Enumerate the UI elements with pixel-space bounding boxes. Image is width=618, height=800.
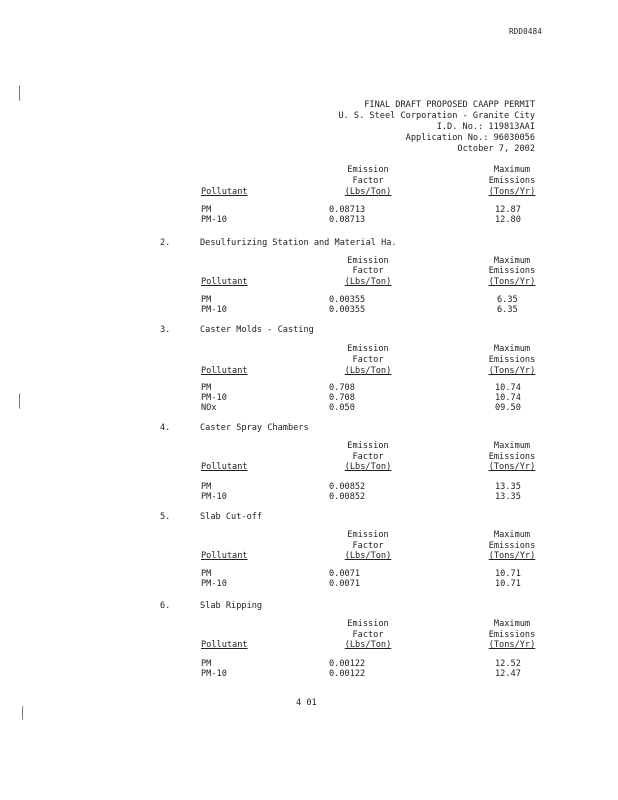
section-title: Caster Spray Chambers bbox=[200, 423, 309, 433]
me-header-2: Emissions bbox=[488, 541, 536, 551]
page-number: 4 01 bbox=[296, 698, 317, 708]
header-line-5: October 7, 2002 bbox=[457, 144, 535, 154]
ef-header-1: Emission bbox=[347, 256, 389, 266]
emissions-cell: 12.87 bbox=[495, 205, 521, 215]
ef-header-3: (Lbs/Ton) bbox=[344, 462, 392, 472]
me-header-3: (Tons/Yr) bbox=[488, 187, 536, 197]
factor-cell: 0.708 bbox=[329, 383, 355, 393]
ef-header-2: Factor bbox=[352, 355, 384, 365]
me-header-3: (Tons/Yr) bbox=[488, 366, 536, 376]
pollutant-cell: PM bbox=[201, 295, 212, 305]
section-title: Slab Cut-off bbox=[200, 512, 263, 522]
ef-header-2: Factor bbox=[352, 266, 384, 276]
me-header-1: Maximum bbox=[493, 165, 531, 175]
section-number: 4. bbox=[160, 423, 171, 433]
ef-header-2: Factor bbox=[352, 541, 384, 551]
me-header-2: Emissions bbox=[488, 355, 536, 365]
ef-header-3: (Lbs/Ton) bbox=[344, 277, 392, 287]
ef-header-1: Emission bbox=[347, 619, 389, 629]
me-header-2: Emissions bbox=[488, 176, 536, 186]
header-line-4: Application No.: 96030056 bbox=[405, 133, 535, 143]
pollutant-header: Pollutant bbox=[201, 462, 248, 472]
factor-cell: 0.00122 bbox=[329, 669, 366, 679]
section-number: 6. bbox=[160, 601, 171, 611]
section-number: 5. bbox=[160, 512, 171, 522]
ef-header-3: (Lbs/Ton) bbox=[344, 551, 392, 561]
pollutant-cell: NOx bbox=[201, 403, 217, 413]
emissions-cell: 6.35 bbox=[497, 295, 518, 305]
emissions-cell: 10.71 bbox=[495, 579, 521, 589]
pollutant-header: Pollutant bbox=[201, 277, 248, 287]
emissions-cell: 12.47 bbox=[495, 669, 521, 679]
section-title: Slab Ripping bbox=[200, 601, 263, 611]
me-header-2: Emissions bbox=[488, 630, 536, 640]
pollutant-header: Pollutant bbox=[201, 366, 248, 376]
factor-cell: 0.00355 bbox=[329, 305, 366, 315]
binder-mark bbox=[22, 706, 26, 720]
factor-cell: 0.708 bbox=[329, 393, 355, 403]
me-header-3: (Tons/Yr) bbox=[488, 277, 536, 287]
me-header-2: Emissions bbox=[488, 266, 536, 276]
me-header-3: (Tons/Yr) bbox=[488, 462, 536, 472]
pollutant-cell: PM-10 bbox=[201, 669, 227, 679]
pollutant-cell: PM-10 bbox=[201, 579, 227, 589]
header-line-1: FINAL DRAFT PROPOSED CAAPP PERMIT bbox=[364, 100, 535, 110]
me-header-1: Maximum bbox=[493, 530, 531, 540]
ef-header-1: Emission bbox=[347, 441, 389, 451]
header-line-3: I.D. No.: 119813AAI bbox=[436, 122, 535, 132]
section-title: Desulfurizing Station and Material Ha. bbox=[200, 238, 397, 248]
emissions-cell: 10.74 bbox=[495, 383, 521, 393]
emissions-cell: 12.52 bbox=[495, 659, 521, 669]
pollutant-cell: PM-10 bbox=[201, 393, 227, 403]
binder-mark bbox=[19, 393, 23, 409]
pollutant-cell: PM bbox=[201, 205, 212, 215]
document-stamp: RDD0484 bbox=[509, 27, 543, 36]
emissions-cell: 09.50 bbox=[495, 403, 521, 413]
ef-header-3: (Lbs/Ton) bbox=[344, 640, 392, 650]
emissions-cell: 10.74 bbox=[495, 393, 521, 403]
emissions-cell: 13.35 bbox=[495, 482, 521, 492]
factor-cell: 0.0071 bbox=[329, 579, 361, 589]
pollutant-cell: PM bbox=[201, 482, 212, 492]
me-header-3: (Tons/Yr) bbox=[488, 640, 536, 650]
me-header-1: Maximum bbox=[493, 441, 531, 451]
factor-cell: 0.00355 bbox=[329, 295, 366, 305]
factor-cell: 0.050 bbox=[329, 403, 355, 413]
me-header-1: Maximum bbox=[493, 619, 531, 629]
pollutant-header: Pollutant bbox=[201, 187, 248, 197]
factor-cell: 0.00852 bbox=[329, 492, 366, 502]
me-header-1: Maximum bbox=[493, 256, 531, 266]
ef-header-3: (Lbs/Ton) bbox=[344, 187, 392, 197]
pollutant-cell: PM bbox=[201, 569, 212, 579]
section-title: Caster Molds - Casting bbox=[200, 325, 314, 335]
pollutant-header: Pollutant bbox=[201, 551, 248, 561]
factor-cell: 0.0071 bbox=[329, 569, 361, 579]
pollutant-cell: PM-10 bbox=[201, 215, 227, 225]
ef-header-3: (Lbs/Ton) bbox=[344, 366, 392, 376]
header-line-2: U. S. Steel Corporation - Granite City bbox=[338, 111, 535, 121]
section-number: 2. bbox=[160, 238, 171, 248]
me-header-1: Maximum bbox=[493, 344, 531, 354]
emissions-cell: 12.80 bbox=[495, 215, 521, 225]
me-header-2: Emissions bbox=[488, 452, 536, 462]
pollutant-cell: PM-10 bbox=[201, 492, 227, 502]
pollutant-header: Pollutant bbox=[201, 640, 248, 650]
pollutant-cell: PM bbox=[201, 659, 212, 669]
pollutant-cell: PM-10 bbox=[201, 305, 227, 315]
ef-header-2: Factor bbox=[352, 176, 384, 186]
factor-cell: 0.00122 bbox=[329, 659, 366, 669]
emissions-cell: 13.35 bbox=[495, 492, 521, 502]
ef-header-1: Emission bbox=[347, 165, 389, 175]
factor-cell: 0.08713 bbox=[329, 205, 366, 215]
binder-mark bbox=[19, 85, 23, 101]
factor-cell: 0.08713 bbox=[329, 215, 366, 225]
ef-header-1: Emission bbox=[347, 530, 389, 540]
me-header-3: (Tons/Yr) bbox=[488, 551, 536, 561]
ef-header-2: Factor bbox=[352, 452, 384, 462]
pollutant-cell: PM bbox=[201, 383, 212, 393]
emissions-cell: 10.71 bbox=[495, 569, 521, 579]
ef-header-2: Factor bbox=[352, 630, 384, 640]
emissions-cell: 6.35 bbox=[497, 305, 518, 315]
factor-cell: 0.00852 bbox=[329, 482, 366, 492]
section-number: 3. bbox=[160, 325, 171, 335]
ef-header-1: Emission bbox=[347, 344, 389, 354]
